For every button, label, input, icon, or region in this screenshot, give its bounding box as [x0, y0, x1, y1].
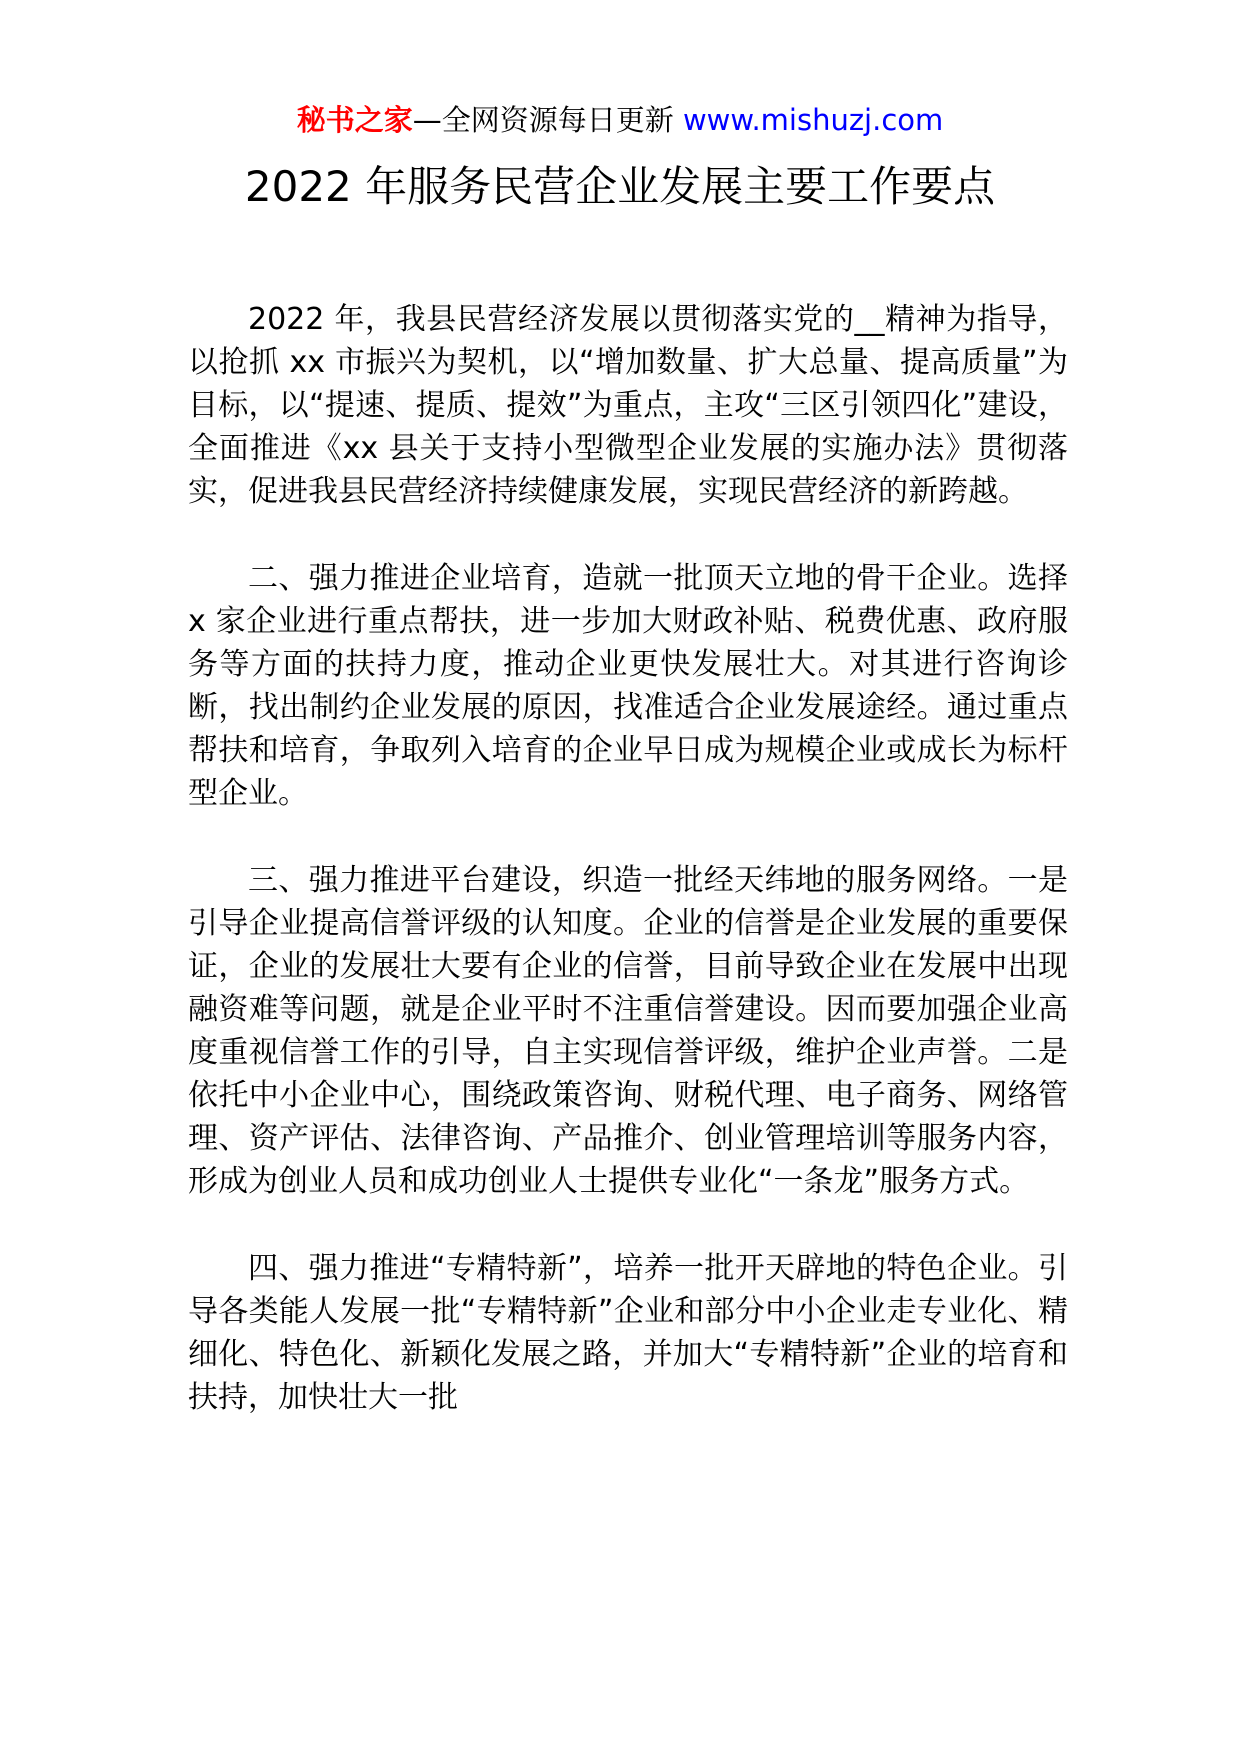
site-url-link[interactable]: www.mishuzj.com: [682, 103, 944, 137]
header-slogan: —全网资源每日更新: [412, 103, 683, 137]
paragraph-section-2: 二、强力推进企业培育，造就一批顶天立地的骨干企业。选择 x 家企业进行重点帮扶，进一步加大财政补贴、税费优惠、政府服务等方面的扶持力度，推动企业更快发展壮大。对其进行咨询诊断，找出制约企业发展的原因，找准适合企业发展途经。通过重点帮扶和培育，争取列入培育的企业早日成为规模企业或成长为标杆型企业。: [188, 561, 1068, 811]
site-header: [0, 100, 1240, 140]
paragraph-section-3: 三、强力推进平台建设，织造一批经天纬地的服务网络。一是引导企业提高信誉评级的认知度。企业的信誉是企业发展的重要保证，企业的发展壮大要有企业的信誉，目前导致企业在发展中出现融资难等问题，就是企业平时不注重信誉建设。因而要加强企业高度重视信誉工作的引导，自主实现信誉评级，维护企业声誉。二是依托中小企业中心，围绕政策咨询、财税代理、电子商务、网络管理、资产评估、法律咨询、产品推介、创业管理培训等服务内容，形成为创业人员和成功创业人士提供专业化“一条龙”服务方式。: [188, 863, 1068, 1199]
brand-name: 秘书之家: [296, 103, 413, 137]
document-body: [188, 298, 1068, 1463]
paragraph-section-4: 四、强力推进“专精特新”，培养一批开天辟地的特色企业。引导各类能人发展一批“专精特新”企业和部分中小企业走专业化、精细化、特色化、新颖化发展之路，并加大“专精特新”企业的培育和扶持，加快壮大一批: [188, 1251, 1068, 1415]
paragraph-intro: 2022 年，我县民营经济发展以贯彻落实党的__精神为指导，以抢抓 xx 市振兴为契机，以“增加数量、扩大总量、提高质量”为目标，以“提速、提质、提效”为重点，主攻“三区引领四化”建设，全面推进《xx 县关于支持小型微型企业发展的实施办法》贯彻落实，促进我县民营经济持续健康发展，实现民营经济的新跨越。: [188, 302, 1068, 509]
document-title: 2022 年服务民营企业发展主要工作要点: [244, 162, 996, 211]
